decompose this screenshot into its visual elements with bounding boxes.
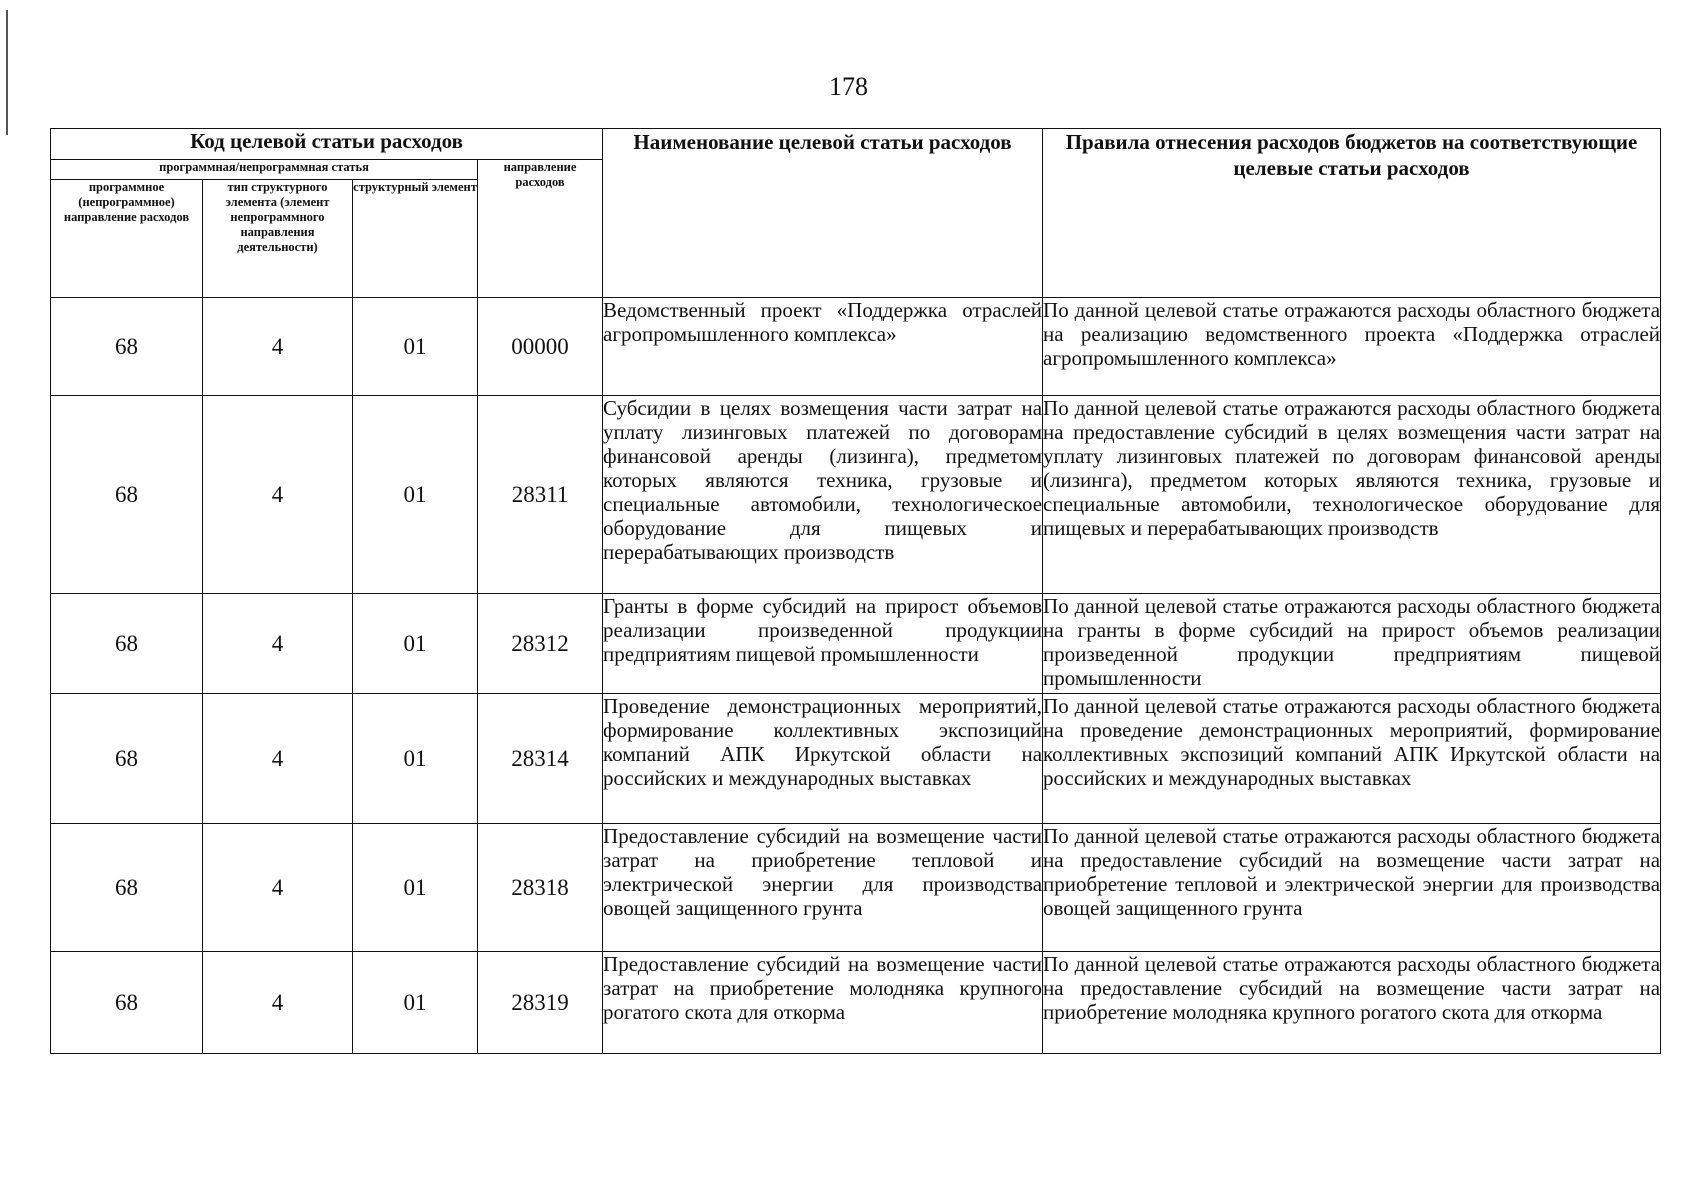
cell-direction: 28318 (478, 824, 603, 952)
header-structural-element: структурный элемент (353, 180, 478, 298)
target-expense-table (50, 128, 1661, 1054)
cell-rule: По данной целевой статье отражаются расходы областного бюджета на гранты в форме субсидий на прирост объемов реализации произведенной продукции предприятиям пищевой промышленности (1043, 594, 1661, 694)
cell-name: Предоставление субсидий на возмещение части затрат на приобретение тепловой и электрической энергии для производства овощей защищенного грунта (603, 824, 1043, 952)
cell-direction: 28312 (478, 594, 603, 694)
cell-program: 68 (51, 396, 203, 594)
cell-name: Ведомственный проект «Поддержка отраслей агропромышленного комплекса» (603, 298, 1043, 396)
cell-program: 68 (51, 952, 203, 1054)
header-code-group: Код целевой статьи расходов (51, 129, 603, 160)
cell-type: 4 (203, 824, 353, 952)
header-element-type: тип структурного элемента (элемент непрограммного направления деятельности) (203, 180, 353, 298)
table-row (51, 396, 1661, 594)
cell-element: 01 (353, 594, 478, 694)
table-row (51, 952, 1661, 1054)
header-direction: направление расходов (478, 160, 603, 298)
header-program-direction: программное (непрограммное) направление расходов (51, 180, 203, 298)
cell-type: 4 (203, 594, 353, 694)
cell-name: Субсидии в целях возмещения части затрат на уплату лизинговых платежей по договорам финансовой аренды (лизинга), предметом которых являются техника, грузовые и специальные автомобили, технологическое оборудование для пищевых и перерабатывающих производств (603, 396, 1043, 594)
header-rules: Правила отнесения расходов бюджетов на соответствующие целевые статьи расходов (1043, 129, 1661, 298)
cell-program: 68 (51, 824, 203, 952)
cell-type: 4 (203, 298, 353, 396)
cell-direction: 28311 (478, 396, 603, 594)
cell-type: 4 (203, 694, 353, 824)
cell-rule: По данной целевой статье отражаются расходы областного бюджета на предоставление субсидий в целях возмещения части затрат на уплату лизинговых платежей по договорам финансовой аренды (лизинга), предметом которых являются техника, грузовые и специальные автомобили, технологическое оборудование для пищевых и перерабатывающих производств (1043, 396, 1661, 594)
cell-program: 68 (51, 694, 203, 824)
cell-element: 01 (353, 396, 478, 594)
cell-direction: 00000 (478, 298, 603, 396)
page-number: 178 (829, 72, 868, 101)
table-row (51, 824, 1661, 952)
cell-direction: 28314 (478, 694, 603, 824)
cell-name: Гранты в форме субсидий на прирост объемов реализации произведенной продукции предприятиям пищевой промышленности (603, 594, 1043, 694)
cell-name: Предоставление субсидий на возмещение части затрат на приобретение молодняка крупного рогатого скота для откорма (603, 952, 1043, 1054)
cell-rule: По данной целевой статье отражаются расходы областного бюджета на предоставление субсидий на возмещение части затрат на приобретение молодняка крупного рогатого скота для откорма (1043, 952, 1661, 1054)
header-name: Наименование целевой статьи расходов (603, 129, 1043, 298)
table-header (51, 129, 1661, 298)
cell-name: Проведение демонстрационных мероприятий, формирование коллективных экспозиций компаний АПК Иркутской области на российских и международных выставках (603, 694, 1043, 824)
table-row (51, 694, 1661, 824)
cell-element: 01 (353, 298, 478, 396)
cell-element: 01 (353, 952, 478, 1054)
cell-direction: 28319 (478, 952, 603, 1054)
cell-type: 4 (203, 396, 353, 594)
table-row (51, 298, 1661, 396)
cell-element: 01 (353, 824, 478, 952)
cell-program: 68 (51, 594, 203, 694)
cell-type: 4 (203, 952, 353, 1054)
header-program-group: программная/непрограммная статья (51, 160, 478, 180)
cell-rule: По данной целевой статье отражаются расходы областного бюджета на проведение демонстрационных мероприятий, формирование коллективных экспозиций компаний АПК Иркутской области на российских и международных выставках (1043, 694, 1661, 824)
cell-program: 68 (51, 298, 203, 396)
cell-element: 01 (353, 694, 478, 824)
table-row (51, 594, 1661, 694)
cell-rule: По данной целевой статье отражаются расходы областного бюджета на предоставление субсидий на возмещение части затрат на приобретение тепловой и электрической энергии для производства овощей защищенного грунта (1043, 824, 1661, 952)
table-body (51, 298, 1661, 1054)
cell-rule: По данной целевой статье отражаются расходы областного бюджета на реализацию ведомственного проекта «Поддержка отраслей агропромышленного комплекса» (1043, 298, 1661, 396)
